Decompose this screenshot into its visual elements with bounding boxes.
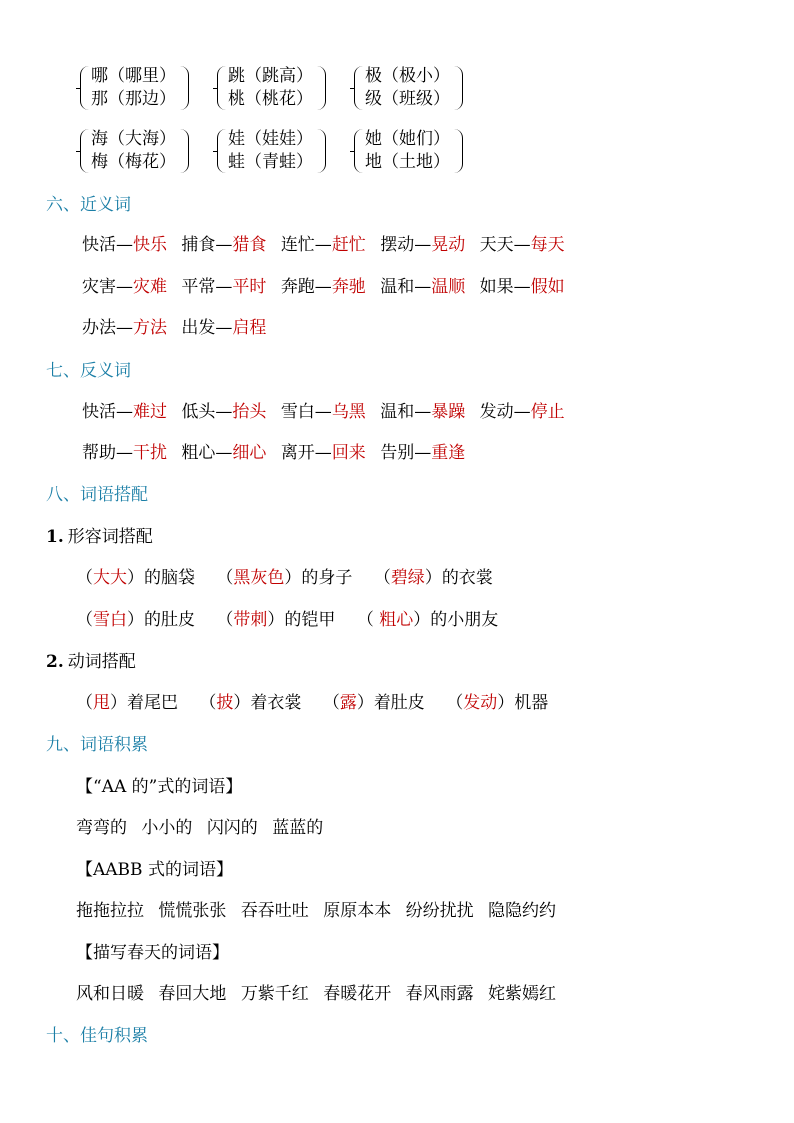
synonym-line-2 [82, 276, 574, 298]
subheading-verb [46, 651, 136, 673]
section-heading-synonyms: 六、近义词 [46, 195, 131, 215]
word: 纷纷扰扰 [405, 901, 474, 921]
word: 粗心— [181, 443, 233, 463]
word: 弯弯的 [76, 818, 127, 838]
word-pairs-row-2 [80, 129, 491, 173]
section-heading-collocations: 八、词语搭配 [46, 485, 148, 505]
answer-word: 方法 [133, 318, 167, 338]
left-brace [80, 129, 89, 173]
noun-phrase: 着肚皮 [373, 693, 425, 713]
answer-word: 碧绿 [390, 568, 425, 588]
word-pair-group [354, 66, 463, 110]
adjective-line-1: （大大）的脑袋 （黑灰色）的身子 （碧绿）的衣裳 [76, 568, 493, 588]
word-list-aabb [76, 900, 565, 922]
synonym-line-1 [82, 234, 574, 256]
answer-word: 停止 [530, 402, 565, 422]
synonym-line-3 [82, 317, 275, 339]
noun-phrase: 的衣裳 [441, 568, 493, 588]
answer-word: 奔驰 [331, 277, 366, 297]
section-heading-sentences: 十、佳句积累 [46, 1026, 148, 1046]
answer-word: 甩 [93, 693, 110, 713]
word: 天天— [479, 235, 531, 255]
word: 低头— [181, 402, 233, 422]
word-list-aa [76, 817, 332, 839]
word: 温和— [380, 277, 432, 297]
word: 连忙— [280, 235, 332, 255]
word: 春回大地 [158, 984, 227, 1004]
subheading-adjective [46, 526, 153, 548]
noun-phrase: 的小朋友 [430, 610, 499, 630]
answer-word: 晃动 [431, 235, 466, 255]
answer-word: 快乐 [133, 235, 167, 255]
answer-word: 启程 [232, 318, 267, 338]
word: 蓝蓝的 [272, 818, 324, 838]
word: 隐隐约约 [488, 901, 557, 921]
word: 如果— [479, 277, 531, 297]
answer-word: 发动 [463, 693, 498, 713]
pair-word-a: 极（极小） [365, 66, 450, 86]
word: 灾害— [82, 277, 133, 297]
word: 离开— [280, 443, 332, 463]
answer-word: 黑灰色 [233, 568, 285, 588]
noun-phrase: 的肚皮 [144, 610, 195, 630]
noun-phrase: 着衣裳 [250, 693, 302, 713]
answer-word: 粗心 [379, 610, 414, 630]
noun-phrase: 机器 [514, 693, 549, 713]
left-brace [217, 66, 226, 110]
word: 拖拖拉拉 [76, 901, 144, 921]
pair-word-b: 桃（桃花） [228, 89, 313, 109]
noun-phrase: 的脑袋 [144, 568, 195, 588]
word: 快活— [82, 235, 133, 255]
pair-word-a: 跳（跳高） [228, 66, 313, 86]
right-brace [454, 66, 463, 110]
pair-word-b: 级（班级） [365, 89, 450, 109]
answer-word: 露 [339, 693, 357, 713]
answer-word: 假如 [530, 277, 565, 297]
word: 春暖花开 [323, 984, 392, 1004]
word: 快活— [82, 402, 133, 422]
pair-word-a: 海（大海） [91, 129, 176, 149]
answer-word: 干扰 [133, 443, 167, 463]
word-pair-group [354, 129, 463, 173]
word: 原原本本 [323, 901, 392, 921]
answer-word: 乌黑 [331, 402, 366, 422]
answer-word: 灾难 [133, 277, 167, 297]
noun-phrase: 着尾巴 [127, 693, 178, 713]
word: 姹紫嫣红 [488, 984, 557, 1004]
word-pair-group [80, 66, 189, 110]
section-heading-accumulation: 九、词语积累 [46, 735, 148, 755]
word: 慌慌张张 [158, 901, 227, 921]
answer-word: 带刺 [233, 610, 268, 630]
answer-word: 抬头 [232, 402, 267, 422]
answer-word: 平时 [232, 277, 267, 297]
word-pair-group [80, 129, 189, 173]
answer-word: 猎食 [232, 235, 267, 255]
word: 捕食— [181, 235, 233, 255]
answer-word: 赶忙 [331, 235, 366, 255]
subheading-text: 动词搭配 [67, 652, 136, 672]
right-brace [180, 129, 189, 173]
word: 风和日暖 [76, 984, 144, 1004]
pair-word-b: 蛙（青蛙） [228, 152, 313, 172]
word: 小小的 [141, 818, 193, 838]
answer-word: 雪白 [93, 610, 127, 630]
word: 闪闪的 [206, 818, 258, 838]
word: 发动— [479, 402, 531, 422]
left-brace [354, 129, 363, 173]
answer-word: 温顺 [431, 277, 466, 297]
section-heading-antonyms: 七、反义词 [46, 361, 131, 381]
right-brace [317, 129, 326, 173]
noun-phrase: 的铠甲 [284, 610, 336, 630]
word-list-spring [76, 983, 565, 1005]
answer-word: 披 [216, 693, 234, 713]
antonym-line-2 [82, 442, 474, 464]
word: 出发— [181, 318, 233, 338]
pair-word-b: 地（土地） [365, 152, 450, 172]
pair-word-b: 梅（梅花） [91, 152, 176, 172]
subheading-text: 形容词搭配 [67, 527, 153, 547]
subheading-number: 1. [46, 527, 64, 547]
verb-line: （甩）着尾巴 （披）着衣裳 （露）着肚皮 （发动）机器 [76, 693, 549, 713]
answer-word: 暴躁 [431, 402, 466, 422]
noun-phrase: 的身子 [301, 568, 353, 588]
right-brace [317, 66, 326, 110]
word: 春风雨露 [405, 984, 474, 1004]
answer-word: 细心 [232, 443, 267, 463]
antonym-line-1 [82, 401, 574, 423]
word-pairs-row-1 [80, 66, 491, 110]
pair-word-a: 哪（哪里） [91, 66, 176, 86]
left-brace [354, 66, 363, 110]
word-pair-group [217, 129, 326, 173]
word-pair-group [217, 66, 326, 110]
answer-word: 重逢 [431, 443, 466, 463]
word: 平常— [181, 277, 233, 297]
subheading-number: 2. [46, 652, 64, 672]
answer-word: 难过 [133, 402, 167, 422]
answer-word: 回来 [331, 443, 366, 463]
right-brace [454, 129, 463, 173]
word: 吞吞吐吐 [240, 901, 309, 921]
right-brace [180, 66, 189, 110]
adjective-line-2: （雪白）的肚皮 （带刺）的铠甲 （ 粗心）的小朋友 [76, 610, 499, 630]
category-heading-aabb: 【AABB 式的词语】 [76, 860, 233, 880]
answer-word: 每天 [530, 235, 565, 255]
word: 奔跑— [280, 277, 332, 297]
category-heading-spring: 【描写春天的词语】 [76, 943, 229, 963]
word: 温和— [380, 402, 432, 422]
word: 办法— [82, 318, 133, 338]
answer-word: 大大 [93, 568, 127, 588]
category-heading-aa: 【“AA 的”式的词语】 [76, 777, 243, 797]
left-brace [80, 66, 89, 110]
pair-word-a: 娃（娃娃） [228, 129, 313, 149]
left-brace [217, 129, 226, 173]
word: 雪白— [280, 402, 332, 422]
word: 万紫千红 [240, 984, 309, 1004]
word: 告别— [380, 443, 432, 463]
word: 摆动— [380, 235, 432, 255]
word: 帮助— [82, 443, 133, 463]
pair-word-a: 她（她们） [365, 129, 450, 149]
pair-word-b: 那（那边） [91, 89, 176, 109]
